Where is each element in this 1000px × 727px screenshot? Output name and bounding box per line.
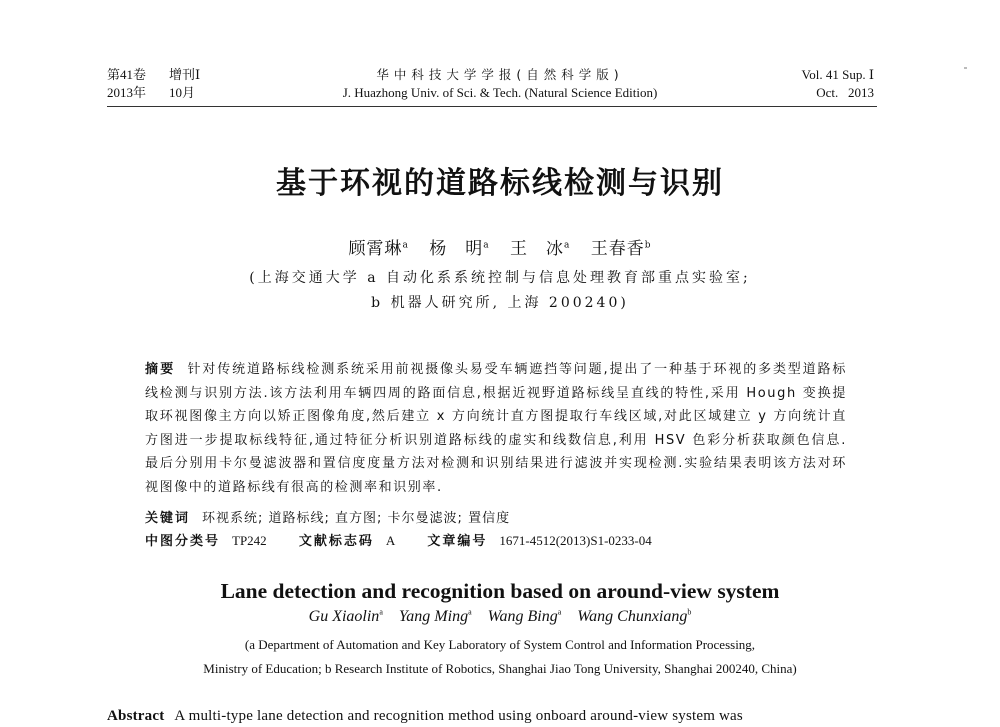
keywords-cn-text: 环视系统; 道路标线; 直方图; 卡尔曼滤波; 置信度 [202, 511, 511, 526]
paper-title-cn: 基于环视的道路标线检测与识别 [276, 166, 724, 201]
author-name: Wang Bing [487, 608, 558, 626]
volume-cn: 第41卷 [107, 67, 147, 82]
author-name: Wang Chunxiang [577, 608, 688, 626]
author-name: 顾霄琳 [348, 239, 403, 259]
author-list-en [0, 608, 1000, 626]
abstract-cn-text: 针对传统道路标线检测系统采用前视摄像头易受车辆遮挡等问题,提出了一种基于环视的多类型道路标线检测与识别方法.该方法利用车辆四周的路面信息,根据近视野道路标线呈直线的特性,采用 Hough 变换提取环视图像主方向以矫正图像角度,然后建立 x 方向统计直方图提取行车线区域,对此区域建立 y 方向统计直方图进一步提取标线特征,通过特征分析识别道路标线的虚实和线数信息,利用 HSV 色彩分析获取颜色信息.最后分别用卡尔曼滤波器和置信度度量方法对检测和识别结果进行滤波并实现检测.实验结果表明该方法对环视图像中的道路标线有很高的检测率和识别率. [145, 362, 847, 495]
affiliation-en-line1: (a Department of Automation and Key Laboratory of System Control and Information Processing, [244, 637, 756, 652]
author-affiliation-mark: a [564, 240, 571, 251]
affiliation-cn-line2: b 机器人研究所, 上海 200240) [371, 295, 629, 311]
running-header-right [802, 66, 874, 102]
journal-name-cn: 华中科技大学学报(自然科学版) [376, 67, 624, 82]
author-affiliation-mark: b [644, 240, 652, 251]
abstract-cn [145, 358, 847, 500]
month-cn: 10月 [169, 85, 196, 100]
author-cn [510, 239, 570, 259]
year-cn: 2013年 [107, 85, 147, 100]
classification-line [145, 530, 680, 549]
doc-code-value: A [385, 533, 396, 548]
author-cn [429, 239, 489, 259]
date-en: Oct. 2013 [816, 85, 874, 100]
author-affiliation-mark: a [402, 240, 409, 251]
abstract-en [107, 708, 879, 725]
abstract-en-text: A multi-type lane detection and recognition method using onboard around-view system was [174, 708, 743, 724]
clc-label: 中图分类号 [145, 534, 221, 549]
author-name: 王 冰 [510, 239, 564, 259]
running-header-left [107, 66, 200, 102]
author-name: 王春香 [590, 239, 645, 259]
paper-title-en: Lane detection and recognition based on around-view system [220, 579, 780, 603]
author-name: Gu Xiaolin [308, 608, 380, 626]
author-name: 杨 明 [429, 239, 484, 259]
author-affiliation-mark: b [687, 608, 692, 617]
scan-speck [964, 67, 967, 69]
clc-value: TP242 [232, 533, 267, 548]
article-no-value: 1671-4512(2013)S1-0233-04 [499, 533, 652, 548]
author-list-cn [0, 234, 1000, 259]
author-en [577, 608, 691, 625]
author-affiliation-mark: a [379, 608, 383, 617]
author-cn [591, 239, 652, 259]
affiliation-en-line2: Ministry of Education; b Research Institute of Robotics, Shanghai Jiao Tong University, Shanghai 200240, China) [203, 661, 797, 676]
doc-code-label: 文献标志码 [298, 534, 374, 549]
header-rule [107, 106, 877, 107]
affiliation-cn-line1: (上海交通大学 a 自动化系系统控制与信息处理教育部重点实验室; [249, 270, 751, 286]
author-affiliation-mark: a [468, 608, 472, 617]
author-en [488, 608, 562, 625]
keywords-cn [145, 507, 510, 526]
author-cn [348, 239, 408, 259]
author-affiliation-mark: a [483, 240, 490, 251]
author-name: Yang Ming [398, 608, 469, 626]
keywords-cn-label: 关键词 [145, 511, 191, 526]
running-header-journal [290, 66, 710, 102]
abstract-en-label: Abstract [107, 708, 165, 724]
journal-name-en: J. Huazhong Univ. of Sci. & Tech. (Natural Science Edition) [342, 85, 658, 100]
author-en [309, 608, 383, 625]
article-no-label: 文章编号 [427, 534, 488, 549]
abstract-cn-label: 摘要 [145, 362, 176, 377]
volume-en: Vol. 41 Sup. Ⅰ [801, 67, 874, 82]
author-en [399, 608, 472, 625]
author-affiliation-mark: a [557, 608, 562, 617]
issue-cn: 增刊Ⅰ [169, 67, 201, 82]
